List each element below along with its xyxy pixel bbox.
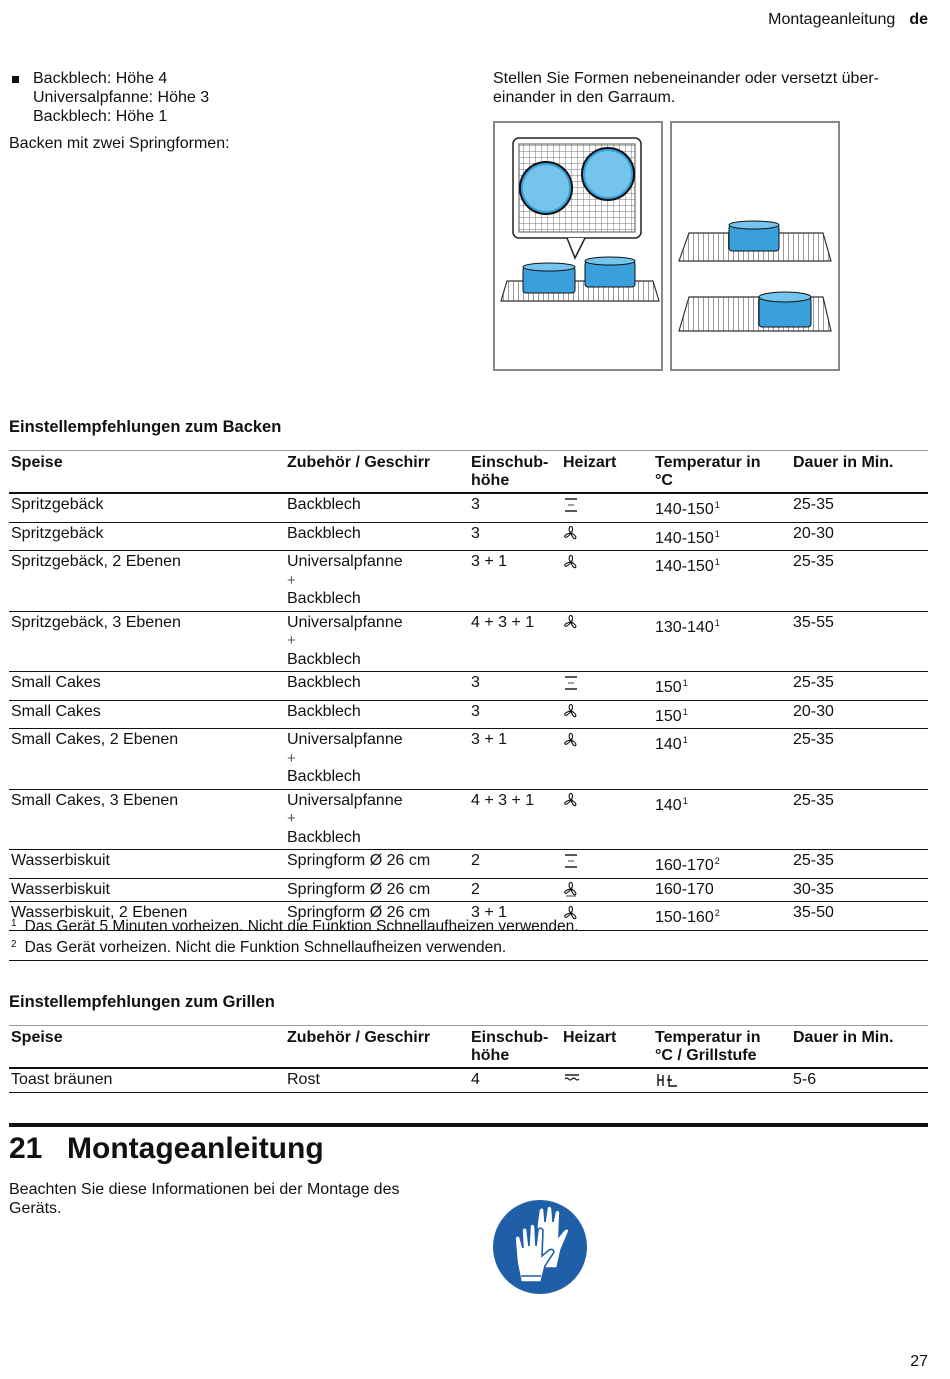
ober-unterhitze-icon xyxy=(563,497,579,513)
speise-cell: Small Cakes xyxy=(11,702,101,720)
grill-icon xyxy=(563,1073,581,1087)
header-language: de xyxy=(909,11,928,28)
zubehoer-line: Backblech xyxy=(287,702,361,720)
temperatur-cell xyxy=(653,850,791,879)
plus-sign: + xyxy=(287,810,296,827)
heizart-cell xyxy=(561,1068,653,1092)
speise-cell: Spritzgebäck xyxy=(11,496,104,513)
footnote-marker: 2 xyxy=(714,856,720,866)
zubehoer-cell xyxy=(285,878,469,902)
footnote-marker: 1 xyxy=(714,500,720,510)
table-row xyxy=(9,551,928,612)
table-row xyxy=(9,611,928,672)
column-header: Einschub- höhe xyxy=(471,1029,549,1064)
zubehoer-cell xyxy=(285,729,469,790)
temperature-value: 160-170 xyxy=(655,857,714,874)
zubehoer-line: Backblech xyxy=(287,496,361,513)
baking-section-title: Einstellempfehlungen zum Backen xyxy=(9,418,282,436)
speise-cell: Toast bräunen xyxy=(11,1071,113,1088)
hoehe-cell: 3 + 1 xyxy=(471,731,508,748)
speise-cell: Small Cakes, 2 Ebenen xyxy=(11,731,179,748)
bullet-square-icon xyxy=(12,76,19,83)
zubehoer-cell xyxy=(285,522,469,551)
dauer-cell: 25-35 xyxy=(793,674,834,691)
hoehe-cell: 3 xyxy=(471,524,480,542)
grilling-table xyxy=(9,1025,928,1093)
zubehoer-line: Universalpfanne xyxy=(287,613,403,631)
table-row xyxy=(9,700,928,729)
zubehoer-cell xyxy=(285,672,469,701)
grilling-section-title: Einstellempfehlungen zum Grillen xyxy=(9,993,275,1011)
column-header: Zubehör / Geschirr xyxy=(287,1029,431,1046)
column-header: Heizart xyxy=(563,454,617,471)
page-number: 27 xyxy=(910,1353,928,1370)
header-title: Montageanleitung xyxy=(768,11,896,28)
temperature-value: 140-150 xyxy=(655,501,714,518)
dauer-cell: 25-35 xyxy=(793,791,834,809)
hoehe-cell: 2 xyxy=(471,880,480,898)
hoehe-cell: 3 xyxy=(471,674,480,691)
hoehe-cell: 3 + 1 xyxy=(471,553,508,570)
speise-cell: Wasserbiskuit, 2 Ebenen xyxy=(11,904,188,921)
table-row xyxy=(9,493,928,522)
table-row xyxy=(9,1068,928,1092)
chapter-text-line: Geräts. xyxy=(9,1200,62,1217)
temperatur-cell xyxy=(653,1068,791,1092)
zubehoer-line: Backblech xyxy=(287,650,361,668)
table-row xyxy=(9,672,928,701)
heizart-cell xyxy=(561,700,653,729)
footnote-marker: 1 xyxy=(682,795,688,806)
chapter-title: Montageanleitung xyxy=(67,1132,324,1165)
chapter-heading xyxy=(9,1123,928,1166)
bullet-line: Universalpfanne: Höhe 3 xyxy=(33,89,210,106)
footnote-marker: 1 xyxy=(682,678,688,688)
footnote-marker: 1 xyxy=(682,706,688,717)
zubehoer-line: Universalpfanne xyxy=(287,553,403,570)
hoehe-cell: 3 + 1 xyxy=(471,904,508,921)
table-header-row xyxy=(9,1026,928,1069)
hoehe-cell: 3 xyxy=(471,702,480,720)
column-header: Temperatur in °C xyxy=(655,454,761,489)
speise-cell: Spritzgebäck xyxy=(11,524,104,542)
dauer-cell: 35-50 xyxy=(793,904,834,921)
table-header-row xyxy=(9,451,928,494)
temperatur-cell xyxy=(653,611,791,672)
grillstufe-icon xyxy=(655,1072,679,1088)
zubehoer-line: Springform Ø 26 cm xyxy=(287,852,431,869)
heizart-cell xyxy=(561,493,653,522)
table-row xyxy=(9,522,928,551)
temperatur-cell xyxy=(653,551,791,612)
column-header: Heizart xyxy=(563,1029,617,1046)
temperature-value: 140-150 xyxy=(655,529,714,547)
chapter-text-line: Beachten Sie diese Informationen bei der Montage des xyxy=(9,1181,400,1198)
speise-cell: Wasserbiskuit xyxy=(11,880,110,898)
side-by-side-panel xyxy=(494,122,662,370)
heissluft-icon xyxy=(563,525,579,541)
heizart-cell xyxy=(561,672,653,701)
zubehoer-line: Backblech xyxy=(287,674,361,691)
zubehoer-line: Universalpfanne xyxy=(287,791,403,809)
ober-unterhitze-icon xyxy=(563,675,579,691)
dauer-cell: 5-6 xyxy=(793,1071,817,1088)
column-header: Speise xyxy=(11,454,63,471)
dauer-cell: 30-35 xyxy=(793,880,834,898)
column-header: Dauer in Min. xyxy=(793,1029,894,1046)
hoehe-cell: 4 + 3 + 1 xyxy=(471,791,535,809)
speise-cell: Small Cakes, 3 Ebenen xyxy=(11,791,179,809)
table-row xyxy=(9,878,928,902)
temperature-value: 140 xyxy=(655,736,682,753)
temperature-value: 140-150 xyxy=(655,558,714,575)
dauer-cell: 20-30 xyxy=(793,702,834,720)
temperature-value: 150 xyxy=(655,707,682,725)
dauer-cell: 25-35 xyxy=(793,553,834,570)
heissluft-icon xyxy=(563,554,579,570)
heizart-cell xyxy=(561,522,653,551)
bullet-line: Backblech: Höhe 1 xyxy=(33,108,168,125)
zubehoer-cell xyxy=(285,789,469,850)
plus-sign: + xyxy=(287,571,296,589)
heizart-cell xyxy=(561,878,653,902)
hoehe-cell: 2 xyxy=(471,852,480,869)
zubehoer-line: Backblech xyxy=(287,828,361,846)
two-springform-label: Backen mit zwei Springformen: xyxy=(9,135,230,152)
temperature-value: 160-170 xyxy=(655,880,714,898)
heizart-cell xyxy=(561,611,653,672)
footnote: $^2$ Das Gerät vorheizen. Nicht die Funktion Schnellaufheizen verwenden. xyxy=(11,938,507,956)
temperature-value: 150 xyxy=(655,679,682,696)
plus-sign: + xyxy=(287,749,296,767)
placement-text-line: Stellen Sie Formen nebeneinander oder versetzt über- xyxy=(493,70,879,87)
hoehe-cell: 4 xyxy=(471,1071,480,1088)
dauer-cell: 20-30 xyxy=(793,524,834,542)
temperatur-cell xyxy=(653,700,791,729)
speise-cell: Small Cakes xyxy=(11,674,101,691)
footnote-marker: 1 xyxy=(714,557,720,567)
heissluft-icon xyxy=(563,614,579,630)
heizart-cell xyxy=(561,789,653,850)
chapter-number: 21 xyxy=(9,1132,43,1165)
heissluft-icon xyxy=(563,792,579,808)
baking-table xyxy=(9,450,928,931)
table-row xyxy=(9,729,928,790)
temperature-value: 140 xyxy=(655,796,682,814)
temperatur-cell xyxy=(653,522,791,551)
temperature-value: 150-160 xyxy=(655,909,714,926)
temperatur-cell xyxy=(653,493,791,522)
column-header: Temperatur in °C / Grillstufe xyxy=(655,1029,761,1064)
heizart-cell xyxy=(561,850,653,879)
zubehoer-cell xyxy=(285,493,469,522)
zubehoer-line: Springform Ø 26 cm xyxy=(287,880,431,898)
column-header: Speise xyxy=(11,1029,63,1046)
baking-footnotes xyxy=(9,915,928,961)
column-header: Dauer in Min. xyxy=(793,454,894,471)
zubehoer-line: Backblech xyxy=(287,524,361,542)
running-header xyxy=(768,11,928,29)
speise-cell: Spritzgebäck, 2 Ebenen xyxy=(11,553,181,570)
hoehe-cell: 3 xyxy=(471,496,480,513)
wear-gloves-sign-icon xyxy=(491,1198,589,1296)
temperatur-cell xyxy=(653,672,791,701)
zubehoer-line: Backblech xyxy=(287,590,361,607)
zubehoer-cell xyxy=(285,611,469,672)
temperatur-cell xyxy=(653,729,791,790)
heizart-cell xyxy=(561,551,653,612)
placement-text-line: einander in den Garraum. xyxy=(493,89,676,106)
heissluft-eco-icon xyxy=(563,881,579,897)
temperatur-cell xyxy=(653,789,791,850)
zubehoer-line: Springform Ø 26 cm xyxy=(287,904,431,921)
chapter-intro-text xyxy=(9,1180,399,1218)
zubehoer-cell xyxy=(285,850,469,879)
dauer-cell: 25-35 xyxy=(793,852,834,869)
bullet-list xyxy=(9,69,209,126)
heizart-cell xyxy=(561,729,653,790)
zubehoer-cell: Rost xyxy=(287,1071,320,1088)
heissluft-icon xyxy=(563,732,579,748)
footnote: $^1$ Das Gerät 5 Minuten vorheizen. Nicht die Funktion Schnellaufheizen verwenden. xyxy=(11,918,579,935)
column-header: Einschub- höhe xyxy=(471,454,549,489)
speise-cell: Spritzgebäck, 3 Ebenen xyxy=(11,613,181,631)
plus-sign: + xyxy=(287,632,296,649)
table-row xyxy=(9,789,928,850)
footnote-marker: 1 xyxy=(682,735,688,745)
column-header: Zubehör / Geschirr xyxy=(287,454,431,471)
zubehoer-cell xyxy=(285,700,469,729)
heissluft-icon xyxy=(563,703,579,719)
placement-text xyxy=(493,69,879,107)
table-row xyxy=(9,850,928,879)
springform-placement-illustration xyxy=(493,121,841,372)
speise-cell: Wasserbiskuit xyxy=(11,852,110,869)
zubehoer-line: Universalpfanne xyxy=(287,731,403,748)
ober-unterhitze-icon xyxy=(563,853,579,869)
temperatur-cell xyxy=(653,878,791,902)
zubehoer-cell xyxy=(285,551,469,612)
bullet-line: Backblech: Höhe 4 xyxy=(33,70,168,87)
footnote-marker: 1 xyxy=(714,528,720,539)
staggered-panel xyxy=(671,122,839,370)
temperature-value: 130-140 xyxy=(655,618,714,636)
hoehe-cell: 4 + 3 + 1 xyxy=(471,613,535,631)
dauer-cell: 35-55 xyxy=(793,613,834,631)
zubehoer-line: Backblech xyxy=(287,768,361,785)
dauer-cell: 25-35 xyxy=(793,731,834,748)
footnote-marker: 1 xyxy=(714,617,720,628)
dauer-cell: 25-35 xyxy=(793,496,834,513)
footnote-marker: 2 xyxy=(714,908,720,918)
